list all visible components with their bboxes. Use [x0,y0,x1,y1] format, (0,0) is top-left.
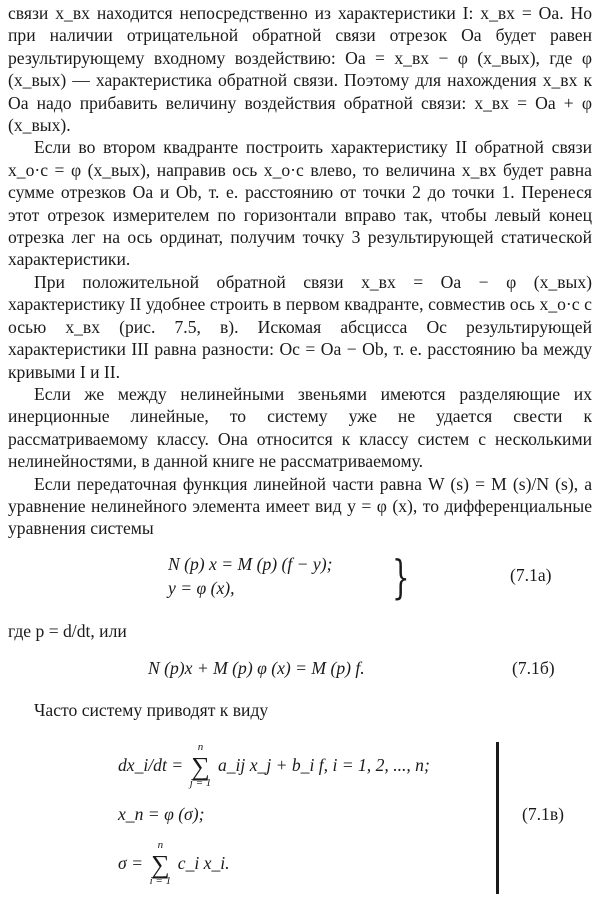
paragraph-5: Если передаточная функция линейной части равна W (s) = M (s)/N (s), а уравнение нелинейного элемента имеет вид y = φ (x), то дифференциальные уравнения системы [8,473,592,539]
equation-7-1v-line-2: x_n = φ (σ); [118,804,205,824]
equation-7-1b: N (p)x + M (p) φ (x) = M (p) f. [148,658,365,678]
right-brace: } [392,550,410,604]
sum-1-upper-limit: n [197,741,204,753]
equation-number-7-1b: (7.1б) [512,658,555,678]
system-bracket [496,742,499,894]
sum-1-lower-limit: j = 1 [189,777,212,789]
paragraph-2: Если во втором квадранте построить характеристику II обратной связи x_о·с = φ (x_вых), направив ось x_о·с влево, то величина x_вх будет равна сумме отрезков Oa и Ob, т. е. расстоянию от точки 2 до точки 1. Перенеся этот отрезок измерителем по горизонтали вправо так, чтобы левый конец отрезка лег на ось ординат, получим точку 3 результирующей статической характеристики. [8,137,592,270]
equation-number-7-1a: (7.1а) [510,565,552,585]
paragraph-3: При положительной обратной связи x_вх = Oa − φ (x_вых) характеристику II удобнее строить в первом квадранте, совместив ось x_о·с с осью x_вх (рис. 7.5, в). Искомая абсцисса Oc результирующей характеристики III равна разности: Oc = Oa − Ob, т. е. расстоянию ba между кривыми I и II. [8,271,592,382]
equation-7-1v-line-1 [118,741,430,789]
often-text: Часто систему приводят к виду [34,700,269,720]
body-text [8,2,592,540]
paragraph-4: Если же между нелинейными звеньями имеются разделяющие их инерционные линейные, то систему уже не удается свести к рассматриваемому классу. Она относится к классу систем с несколькими нелинейностями, в данной книге не рассматриваемому. [8,383,592,472]
paragraph-1: связи x_вх находится непосредственно из характеристики I: x_вх = Oa. Но при наличии отрицательной обратной связи отрезок Oa будет равен результирующему входному воздействию: Oa = x_вх − φ (x_вых), где φ (x_вых) — характеристика обратной связи. Поэтому для нахождения x_вх к Oa надо прибавить величину воздействия обратной связи: x_вх = Oa + φ (x_вых). [8,3,592,136]
equation-7-1v-line-3 [118,839,230,887]
sum-2-upper-limit: n [157,839,164,851]
line-3-left: σ = [118,853,148,873]
sum-2-lower-limit: i = 1 [149,875,172,887]
equation-7-1a [168,552,428,604]
equation-7-1a-line-2: y = φ (x), [168,578,235,598]
line-1-right: a_ij x_j + b_i f, i = 1, 2, ..., n; [217,755,430,775]
equation-number-7-1v: (7.1в) [522,804,565,824]
equation-7-1v [118,741,518,894]
sum-sign-2: ∑ n i = 1 [147,850,173,880]
line-3-right: c_i x_i. [177,853,230,873]
equation-7-1a-line-1: N (p) x = M (p) (f − y); [168,554,333,574]
line-1-left: dx_i/dt = [118,755,188,775]
where-text: где p = d/dt, или [8,621,127,641]
sum-sign-1: ∑ n j = 1 [188,752,214,782]
